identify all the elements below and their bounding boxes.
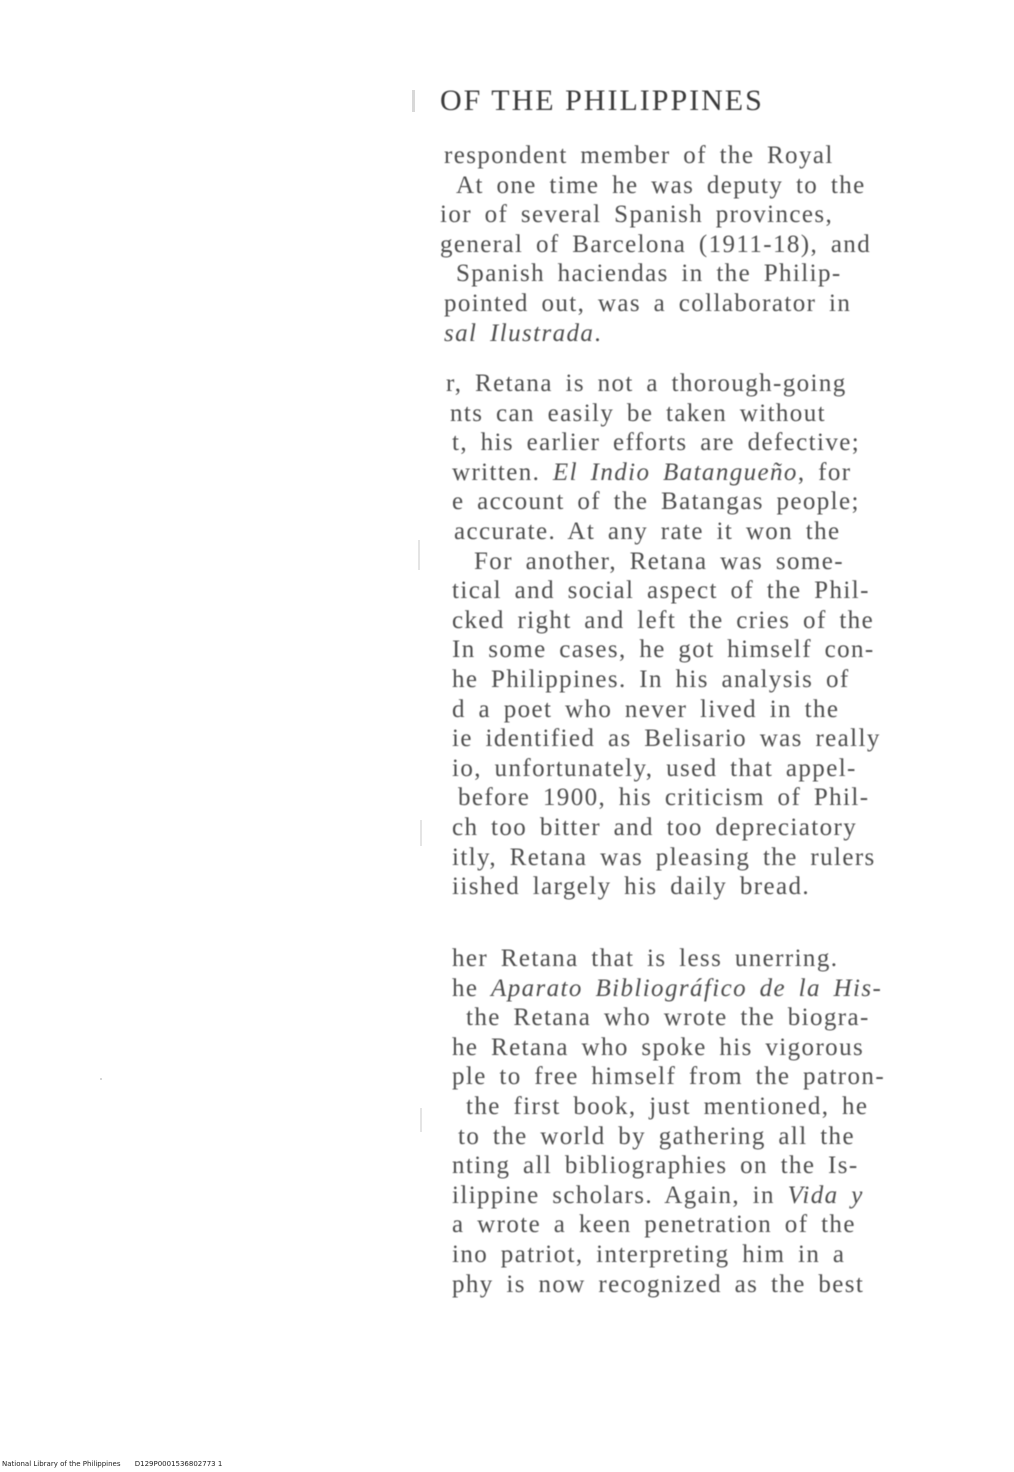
text-line-content: ior of several Spanish provinces, — [440, 201, 834, 229]
text-line-content: general of Barcelona (1911-18), and — [440, 230, 872, 258]
text-line — [466, 1093, 868, 1121]
text-line-content: d a poet who never lived in the — [452, 695, 840, 723]
text-line-content: before 1900, his criticism of Phil- — [458, 784, 870, 812]
text-line-content: the first book, just mentioned, he — [466, 1093, 869, 1120]
text-line-content: the Retana who wrote the biogra- — [466, 1004, 870, 1032]
text-line — [466, 1004, 870, 1032]
italic-title: Vida y — [787, 1181, 864, 1209]
text-line-content: ilippine scholars. Again, in — [452, 1181, 788, 1209]
text-line-content: itly, Retana was pleasing the rulers — [452, 843, 876, 871]
text-line-content: her Retana that is less unerring. — [452, 945, 839, 972]
text-line-content: t, his earlier efforts are defective; — [452, 429, 861, 457]
text-line — [452, 1241, 845, 1269]
text-line-content: pointed out, was a collaborator in — [444, 290, 852, 317]
text-line-content: At one time he was deputy to the — [456, 171, 866, 199]
text-line — [454, 518, 840, 546]
text-line-content: ie identified as Belisario was really — [452, 725, 881, 753]
text-line — [452, 755, 857, 783]
text-line — [452, 725, 881, 753]
italic-title: sal Ilustrada — [444, 319, 595, 347]
text-line-content: ino patriot, interpreting him in a — [452, 1241, 846, 1268]
text-line-content: nts can easily be taken without — [450, 399, 826, 427]
text-line-content: accurate. At any rate it won the — [454, 518, 841, 545]
footer-code: D129P0001536802773 1 — [134, 1460, 223, 1468]
text-line-content: e account of the Batangas people; — [452, 488, 860, 516]
text-line — [456, 172, 866, 200]
text-line — [452, 1271, 864, 1299]
text-line — [452, 1211, 856, 1239]
text-line-content: respondent member of the Royal — [444, 142, 834, 169]
text-line — [452, 577, 870, 605]
scan-speck — [100, 1078, 102, 1080]
text-line — [452, 1034, 864, 1062]
text-line — [452, 975, 882, 1003]
text-line — [452, 814, 857, 842]
text-line-content: tical and social aspect of the Phil- — [452, 577, 870, 605]
text-line — [452, 607, 874, 635]
text-line — [452, 1152, 859, 1180]
italic-title: El Indio Batangueño — [552, 458, 798, 486]
scan-edge-mark — [420, 820, 422, 846]
text-line-content: iished largely his daily bread. — [452, 873, 811, 901]
text-line-tail: , for — [797, 458, 852, 486]
text-line — [452, 636, 875, 664]
text-line — [458, 1123, 855, 1151]
text-line — [440, 201, 833, 229]
text-line — [452, 429, 860, 457]
text-line — [474, 548, 844, 576]
text-line-content: to the world by gathering all the — [458, 1122, 855, 1150]
text-line-content: he — [452, 974, 492, 1002]
text-line-content: ple to free himself from the patron- — [452, 1063, 886, 1091]
text-line — [444, 320, 602, 348]
text-line — [452, 945, 838, 973]
text-line-content: a wrote a keen penetration of the — [452, 1211, 856, 1239]
text-line-content: ch too bitter and too depreciatory — [452, 814, 858, 841]
scan-edge-mark — [418, 540, 420, 570]
footer-library: National Library of the Philippines — [2, 1460, 121, 1468]
text-line — [452, 459, 851, 487]
text-line — [452, 1182, 864, 1210]
text-line — [444, 142, 834, 170]
text-line-content: Spanish haciendas in the Philip- — [456, 260, 842, 288]
text-line — [446, 370, 847, 398]
text-line-content: nting all bibliographies on the Is- — [452, 1152, 859, 1180]
text-line-content: phy is now recognized as the best — [452, 1270, 865, 1298]
text-line — [452, 666, 850, 694]
italic-title: Aparato Bibliográfico de la His- — [491, 974, 883, 1002]
text-line-content: cked right and left the cries of the — [452, 606, 875, 634]
text-line-content: io, unfortunately, used that appel- — [452, 754, 857, 782]
text-line-content: written. — [452, 458, 553, 486]
text-line — [452, 844, 876, 872]
text-line-content: In some cases, he got himself con- — [452, 636, 875, 664]
text-line — [450, 400, 826, 428]
text-line — [444, 290, 851, 318]
scan-footer — [2, 1460, 222, 1468]
text-line — [458, 784, 869, 812]
scan-edge-mark — [420, 1108, 422, 1132]
text-line-content: he Philippines. In his analysis of — [452, 666, 850, 693]
text-line — [452, 488, 860, 516]
text-line-tail: . — [594, 319, 602, 347]
text-line — [456, 260, 842, 288]
text-line — [452, 696, 839, 724]
text-line-content: he Retana who spoke his vigorous — [452, 1033, 865, 1061]
running-header-title: OF THE PHILIPPINES — [440, 84, 764, 117]
text-line-content: r, Retana is not a thorough-going — [446, 370, 847, 397]
text-line — [452, 1063, 885, 1091]
text-line-content: For another, Retana was some- — [474, 547, 844, 575]
text-line — [440, 231, 871, 259]
text-line — [452, 873, 810, 901]
